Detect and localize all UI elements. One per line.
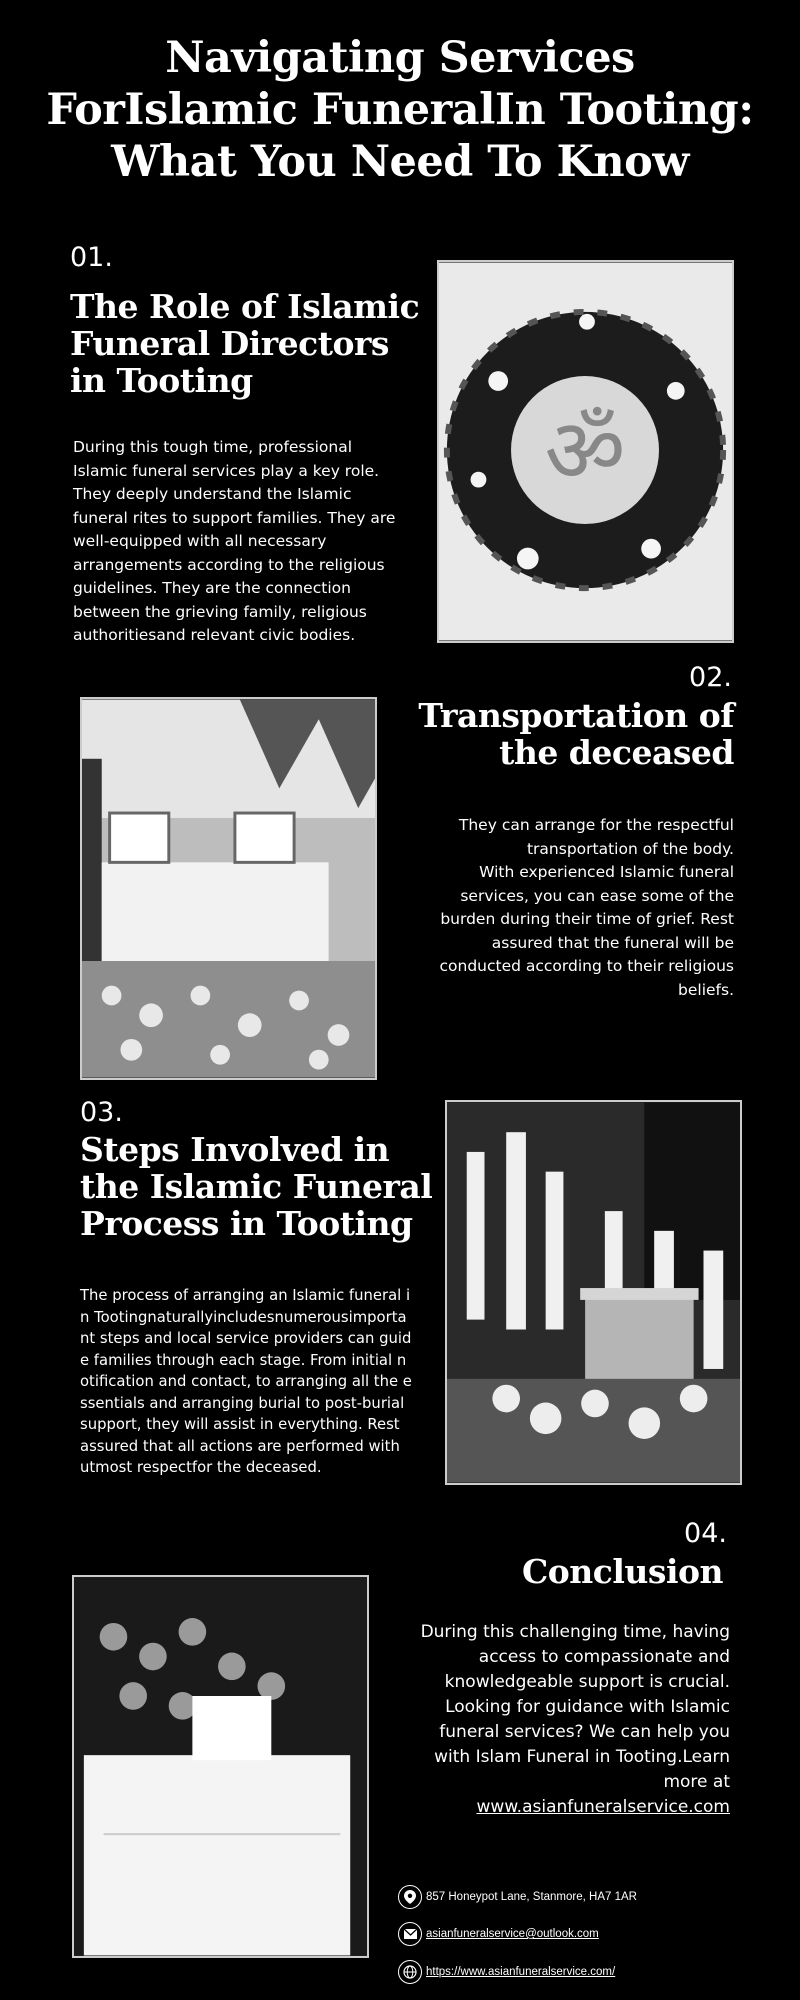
contact-address	[398, 1885, 637, 1909]
casket-photo	[72, 1575, 369, 1958]
svg-text:ॐ: ॐ	[544, 399, 626, 503]
section-heading: Steps Involved in the Islamic Funeral Process in Tooting	[80, 1130, 433, 1243]
section-number: 03.	[80, 1097, 123, 1128]
section-body: During this tough time, professional Islamic funeral services play a key role. They deeply understand the Islamic funeral rites to support families. They are well-equipped with all necessary arrangements according to the religious guidelines. They are the connection between the grieving family, religious authoritiesand relevant civic bodies.	[73, 438, 396, 644]
contact-website[interactable]	[398, 1960, 615, 1984]
website-url-link[interactable]: https://www.asianfuneralservice.com/	[426, 1966, 616, 1978]
section-heading: The Role of Islamic Funeral Directors in Tooting	[70, 287, 420, 400]
section-heading: Conclusion	[521, 1552, 723, 1591]
address-text: 857 Honeypot Lane, Stanmore, HA7 1AR	[426, 1891, 637, 1903]
website-link[interactable]: www.asianfuneralservice.com	[476, 1797, 730, 1817]
section-body: They can arrange for the respectful transportation of the body. With experienced Islamic funeral services, you can ease some of the burden during their time of grief. Rest assured that the funeral will be conducted according to their religious beliefs.	[439, 816, 734, 999]
section-number: 04.	[684, 1518, 727, 1549]
section-number: 02.	[689, 662, 732, 693]
section-heading: Transportation of the deceased	[418, 696, 734, 772]
email-link[interactable]: asianfuneralservice@outlook.com	[426, 1928, 599, 1940]
globe-icon	[398, 1960, 422, 1984]
page-title: Navigating Services ForIslamic FuneralIn Tooting: What You Need To Know	[46, 33, 754, 187]
section-body: During this challenging time, having access to compassionate and knowledgeable support is crucial. Looking for guidance with Islamic funeral services? We can help you with Islam Funeral in Tooting.Learn more at	[420, 1622, 730, 1792]
envelope-icon	[398, 1922, 422, 1946]
wreath-photo	[437, 260, 734, 643]
conclusion-text-block	[405, 1620, 730, 1820]
memorial-table-photo	[80, 697, 377, 1080]
section-number: 01.	[70, 242, 113, 273]
section-body: The process of arranging an Islamic funeral in Tootingnaturallyincludesnumerousimportant steps and local service providers can guide families through each stage. From initial notification and contact, to arranging all the essentials and arranging burial to post-burial support, they will assist in everything. Rest assured that all actions are performed with utmost respectfor the deceased.	[80, 1287, 412, 1476]
location-pin-icon	[398, 1885, 422, 1909]
contact-email[interactable]	[398, 1922, 599, 1946]
candles-urn-photo	[445, 1100, 742, 1485]
